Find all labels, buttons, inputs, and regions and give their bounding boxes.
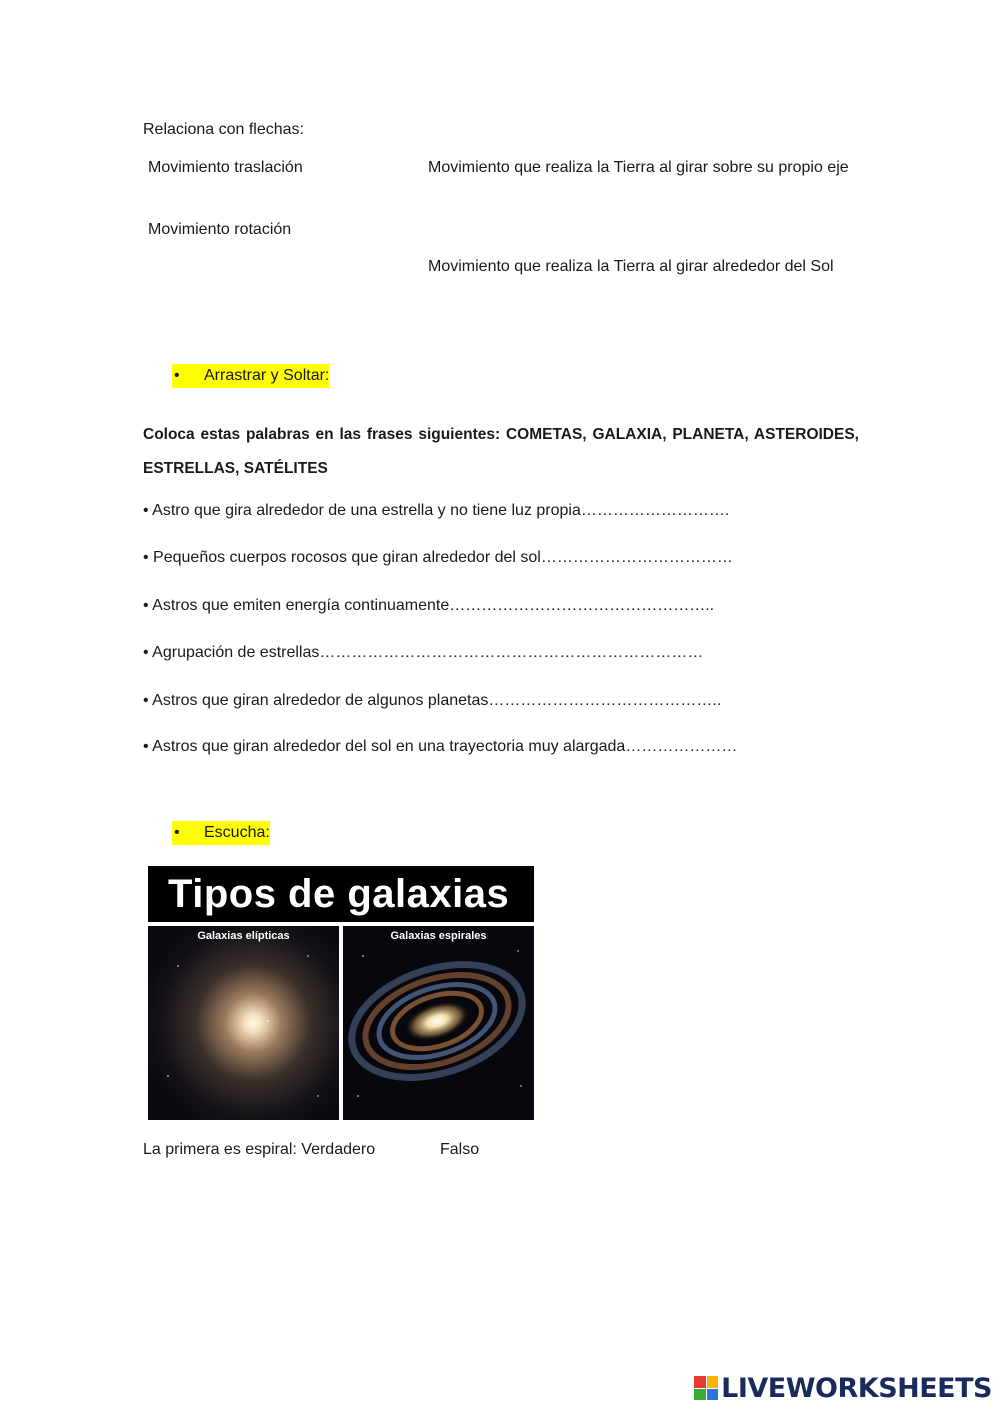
match-left-item-rotacion[interactable]: Movimiento rotación: [148, 221, 292, 238]
match-left-item-traslacion[interactable]: Movimiento traslación: [148, 159, 303, 176]
listen-heading: Escucha:: [204, 821, 270, 845]
bullet-icon: •: [172, 821, 204, 845]
sentence-galaxia[interactable]: • Agrupación de estrellas………………………………………………………………: [143, 644, 704, 661]
liveworksheets-logo: [694, 1373, 992, 1403]
liveworksheets-logo-text: LIVEWORKSHEETS: [721, 1372, 992, 1404]
galaxy-types-image: [146, 864, 536, 1120]
sentence-satelites[interactable]: • Astros que giran alrededor de algunos planetas……………………………………..: [143, 692, 722, 709]
drag-drop-instruction: Coloca estas palabras en las frases siguientes: COMETAS, GALAXIA, PLANETA, ASTEROIDES, ESTRELLAS, SATÉLITES: [143, 426, 859, 477]
sentence-asteroides[interactable]: • Pequeños cuerpos rocosos que giran alrededor del sol………………………………: [143, 549, 733, 566]
drag-drop-heading-row: [172, 364, 329, 388]
listen-heading-row: [172, 821, 270, 845]
drag-drop-heading: Arrastrar y Soltar:: [204, 364, 329, 388]
true-false-question[interactable]: La primera es espiral: Verdadero: [143, 1141, 376, 1158]
option-falso[interactable]: Falso: [440, 1141, 480, 1158]
sentence-planeta[interactable]: • Astro que gira alrededor de una estrella y no tiene luz propia……………………….: [143, 502, 730, 519]
spiral-galaxy-picture: [343, 926, 534, 1120]
elliptical-galaxy-picture: [148, 926, 339, 1120]
galaxy-image-title: Tipos de galaxias: [148, 866, 534, 922]
match-instruction: Relaciona con flechas:: [143, 121, 304, 138]
spiral-galaxy-panel: [343, 926, 534, 1120]
spiral-galaxy-caption: Galaxias espirales: [390, 930, 487, 942]
liveworksheets-logo-icon: [694, 1376, 718, 1400]
elliptical-galaxy-caption: Galaxias elípticas: [197, 930, 290, 942]
sentence-estrellas[interactable]: • Astros que emiten energía continuamente…………………………………………..: [143, 597, 715, 614]
elliptical-galaxy-panel: [148, 926, 339, 1120]
match-right-item-eje[interactable]: Movimiento que realiza la Tierra al girar sobre su propio eje: [428, 159, 849, 176]
bullet-icon: •: [172, 364, 204, 388]
match-right-item-sol[interactable]: Movimiento que realiza la Tierra al girar alrededor del Sol: [428, 258, 834, 275]
sentence-cometas[interactable]: • Astros que giran alrededor del sol en una trayectoria muy alargada…………………: [143, 738, 738, 755]
